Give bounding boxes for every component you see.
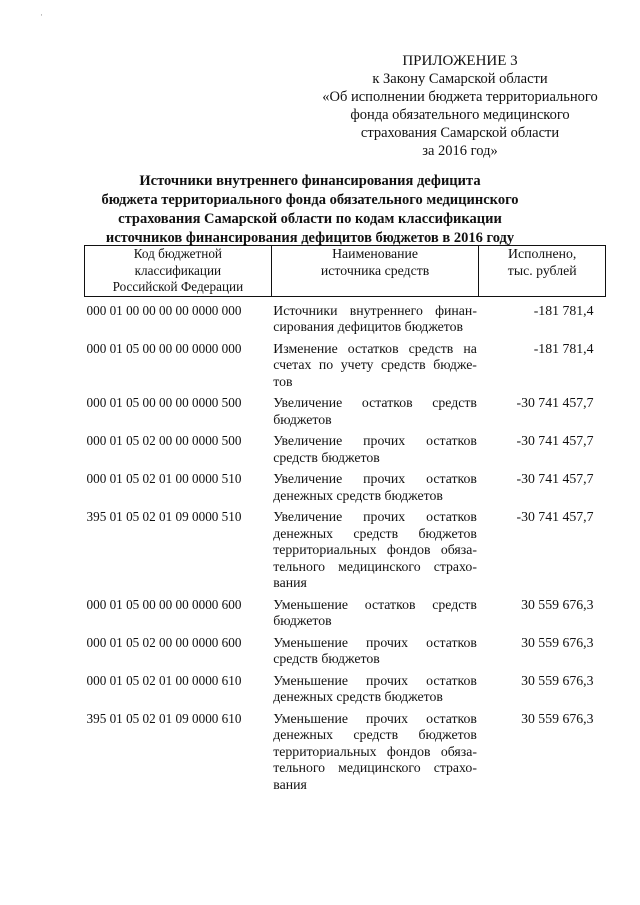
appendix-line: «Об исполнении бюджета территориального	[322, 89, 598, 105]
table-row	[85, 466, 606, 504]
row-value: -30 741 457,7	[516, 433, 594, 448]
row-name: Уменьшение прочих остатков средств бюджетов	[273, 634, 477, 666]
row-name: Изменение остатков средств на счетах по учету средств бюдже-тов	[273, 340, 477, 389]
row-name: Уменьшение прочих остатков денежных средств бюджетов территориальных фондов обяза-тельного медицинского страхо-вания	[273, 710, 477, 792]
row-code: 000 01 05 00 00 00 0000 500	[86, 395, 242, 410]
table-row	[85, 706, 606, 794]
table-row	[85, 504, 606, 592]
row-name: Увеличение остатков средств бюджетов	[273, 395, 477, 427]
scan-mark: ·	[40, 10, 43, 20]
row-value: -30 741 457,7	[516, 395, 594, 410]
row-value: -181 781,4	[533, 302, 594, 318]
table-row	[85, 296, 606, 336]
header-name-line: Наименование	[332, 246, 419, 261]
table-row	[85, 390, 606, 428]
header-value-line: Исполнено,	[508, 246, 577, 261]
row-name: Увеличение прочих остатков денежных средств бюджетов территориальных фондов обяза-тельного медицинского страхо-вания	[273, 509, 477, 590]
header-value	[479, 246, 606, 297]
row-name: Увеличение прочих остатков средств бюджетов	[273, 433, 477, 465]
table-header-row	[85, 246, 606, 297]
appendix-line: страхования Самарской области	[360, 125, 560, 141]
header-code-line: Российской Федерации	[112, 279, 244, 294]
title-line: бюджета территориального фонда обязательного медицинского	[101, 192, 519, 208]
row-value: 30 559 676,3	[521, 710, 594, 726]
row-code: 000 01 05 02 01 00 0000 610	[86, 672, 242, 688]
appendix-line: к Закону Самарской области	[372, 71, 548, 87]
row-code: 000 01 05 02 00 00 0000 500	[86, 433, 242, 448]
row-value: 30 559 676,3	[521, 634, 594, 650]
row-code: 395 01 05 02 01 09 0000 510	[86, 509, 242, 524]
row-code: 000 01 05 00 00 00 0000 000	[86, 340, 242, 356]
appendix-heading: ПРИЛОЖЕНИЕ 3	[402, 53, 518, 69]
appendix-block	[250, 52, 640, 160]
row-name: Уменьшение остатков средств бюджетов	[273, 596, 477, 628]
row-value: 30 559 676,3	[521, 596, 594, 612]
sources-table	[84, 245, 606, 793]
row-name: Источники внутреннего финан-сирования дефицитов бюджетов	[273, 302, 477, 334]
table-row	[85, 428, 606, 466]
header-name-line: источника средств	[320, 262, 430, 278]
row-value: -30 741 457,7	[516, 471, 594, 486]
header-code	[85, 246, 272, 297]
header-value-line: тыс. рублей	[507, 262, 577, 278]
title-line: Источники внутреннего финансирования дефицита	[139, 173, 481, 189]
table-row	[85, 630, 606, 668]
header-code-line: Код бюджетной	[133, 246, 222, 261]
appendix-line: фонда обязательного медицинского	[350, 107, 570, 123]
appendix-line: за 2016 год»	[422, 143, 498, 159]
row-code: 000 01 05 02 00 00 0000 600	[86, 634, 242, 650]
row-value: -181 781,4	[533, 340, 594, 356]
row-code: 000 01 05 00 00 00 0000 600	[86, 596, 242, 612]
title-line: источников финансирования дефицитов бюджетов в 2016 году	[105, 230, 515, 246]
table-row	[85, 668, 606, 706]
header-name	[271, 246, 479, 297]
row-code: 395 01 05 02 01 09 0000 610	[86, 710, 242, 726]
row-value: -30 741 457,7	[516, 509, 594, 524]
row-code: 000 01 00 00 00 00 0000 000	[86, 302, 242, 318]
title-line: страхования Самарской области по кодам классификации	[118, 211, 502, 227]
table-row	[85, 336, 606, 391]
row-name: Уменьшение прочих остатков денежных средств бюджетов	[273, 672, 477, 704]
row-name: Увеличение прочих остатков денежных средств бюджетов	[273, 471, 477, 503]
table-row	[85, 592, 606, 630]
header-code-line: классификации	[134, 262, 222, 278]
row-code: 000 01 05 02 01 00 0000 510	[86, 471, 242, 486]
document-title	[60, 172, 560, 248]
row-value: 30 559 676,3	[521, 672, 594, 688]
